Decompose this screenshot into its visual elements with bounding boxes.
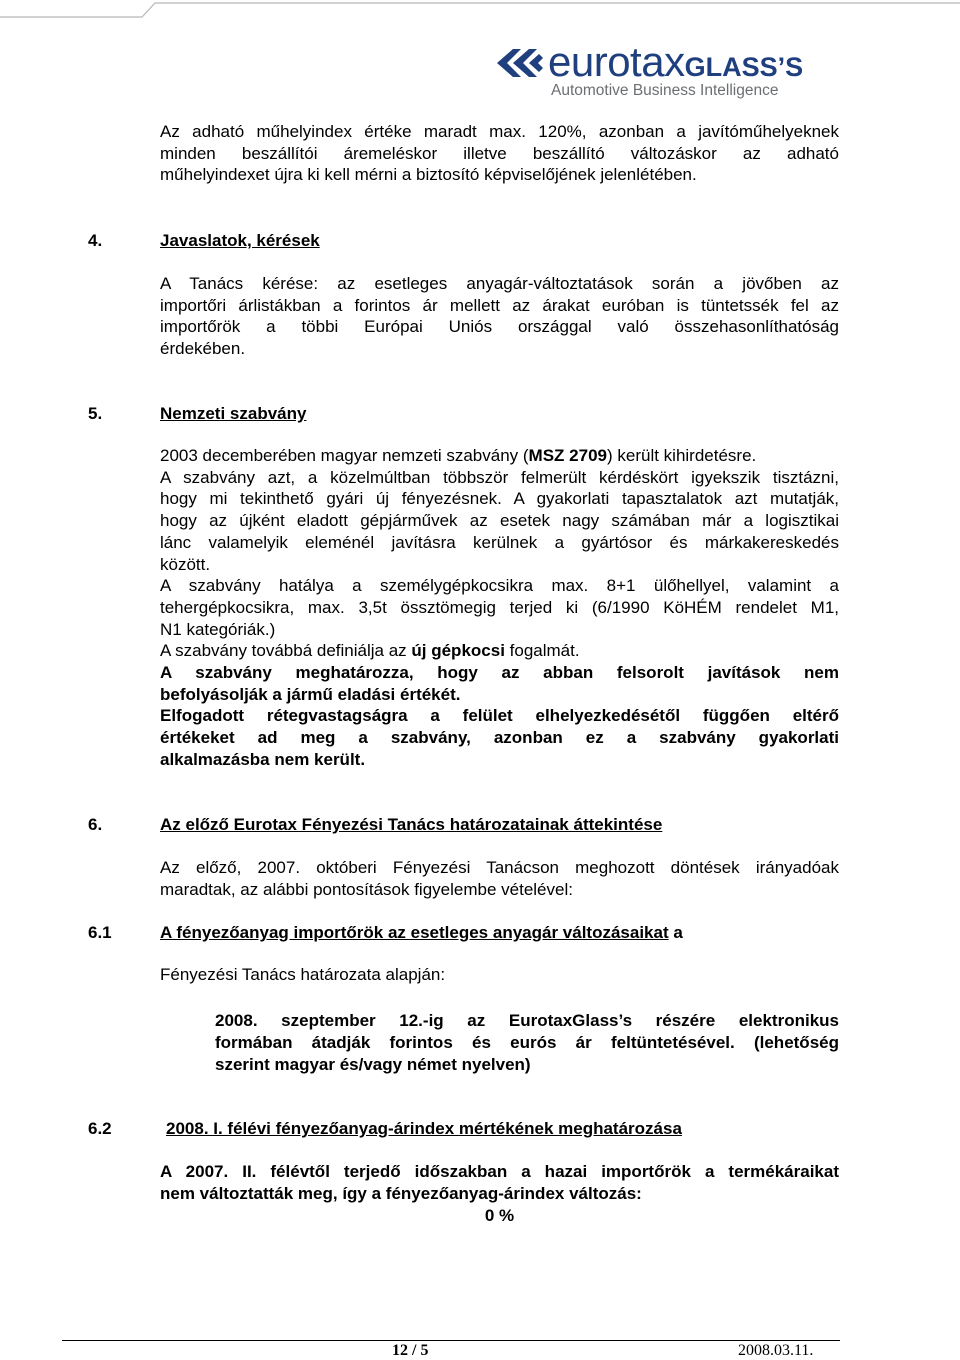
- section-6-2-number: 6.2: [88, 1119, 112, 1138]
- footer-date: 2008.03.11.: [738, 1342, 814, 1359]
- eurotax-glass-logo: [495, 40, 840, 102]
- footer-page-number: 12 / 5: [392, 1342, 429, 1359]
- section-6-number: 6.: [88, 815, 103, 834]
- new-car-term: új gépkocsi: [411, 641, 505, 661]
- section-6-1-number: 6.1: [88, 923, 112, 942]
- s61-bold-line: formában átadják forintos és eurós ár feltüntetésével. (lehetőség: [215, 1033, 839, 1052]
- section-6-paragraph: [160, 857, 839, 900]
- section-4-number: 4.: [88, 231, 103, 250]
- logo-brand-second: GLASS’S: [684, 52, 804, 82]
- s5-line: hogy az újként eladott gépjárművek az esetek nagy számában már a logisztikai: [160, 511, 839, 531]
- section-6-1-line: Fényezési Tanács határozata alapján:: [160, 965, 446, 984]
- logo-tagline: Automotive Business Intelligence: [551, 82, 779, 99]
- intro-paragraph: [160, 121, 839, 186]
- index-change-result: 0 %: [484, 1206, 515, 1225]
- section-4-paragraph: [160, 273, 839, 360]
- s5-line-definition: A szabvány továbbá definiálja az új gépkocsi fogalmát.: [160, 641, 580, 661]
- section-5-number: 5.: [88, 404, 103, 423]
- s4-line: importőrök a többi Európai Uniós országgal való összehasonlíthatóság: [160, 317, 839, 337]
- s5-line: A szabvány azt, a közelmúltban többször felmerült kérdéskört igyekszik tisztázni,: [160, 467, 839, 487]
- logo-brand-main: eurotax: [548, 38, 685, 85]
- s6-line: maradtak, az alábbi pontosítások figyelembe vételével:: [160, 879, 573, 899]
- section-6-title: Az előző Eurotax Fényezési Tanács határozatainak áttekintése: [160, 815, 663, 834]
- standard-code: MSZ 2709: [528, 446, 607, 465]
- chevron-logo-icon: [495, 46, 549, 80]
- s5-line: tehergépkocsikra, max. 3,5t össztömegig terjed ki (6/1990 KöHÉM rendelet M1,: [160, 597, 839, 617]
- s5-bold-line: befolyásolják a jármű eladási értékét.: [160, 684, 461, 704]
- intro-line: Az adható műhelyindex értéke maradt max. 120%, azonban a javítóműhelyeknek: [160, 122, 839, 141]
- s61-bold-line: 2008. szeptember 12.-ig az EurotaxGlass’s részére elektronikus: [215, 1011, 839, 1030]
- section-5-paragraph: [160, 445, 839, 771]
- s5-line: lánc valamelyik eleménél javításra kerülnek a gyártósor és márkakereskedés: [160, 532, 839, 552]
- section-6-1-title-text: A fényezőanyag importőrök az esetleges anyagár változásaikat: [160, 923, 669, 942]
- header-decoration-line: [0, 0, 960, 20]
- section-6-1-title: [160, 922, 683, 943]
- s5-line-standard: 2003 decemberében magyar nemzeti szabvány (MSZ 2709) került kihirdetésre.: [160, 446, 757, 465]
- s62-bold-line: nem változtatták meg, így a fényezőanyag-árindex változás:: [160, 1184, 642, 1203]
- intro-line: műhelyindexet újra ki kell mérni a biztosító képviselőjének jelenlétében.: [160, 165, 697, 185]
- section-6-1-resolution: [215, 1010, 839, 1076]
- s5-bold-line: értékeket ad meg a szabvány, azonban ez a szabvány gyakorlati: [160, 728, 839, 748]
- s4-line: importőri árlistákban a forintos ár mellett az árakat euróban is tüntetssék fel az: [160, 295, 839, 315]
- s5-bold-line: A szabvány meghatározza, hogy az abban felsorolt javítások nem: [160, 663, 839, 683]
- s5-bold-line: alkalmazásba nem került.: [160, 749, 366, 769]
- s5-line: hogy mi tekinthető gyári új fényezésnek. A gyakorlati tapasztalatok azt mutatják,: [160, 489, 839, 509]
- s5-line: A szabvány hatálya a személygépkocsikra max. 8+1 ülőhellyel, valamint a: [160, 576, 839, 596]
- section-6-2-paragraph: [160, 1161, 839, 1205]
- section-6-1-title-tail: a: [668, 923, 683, 942]
- s4-line: A Tanács kérése: az esetleges anyagár-változtatások során a jövőben az: [160, 274, 839, 293]
- s5-line: között.: [160, 554, 211, 574]
- s5-line: N1 kategóriák.): [160, 619, 276, 639]
- s4-line: érdekében.: [160, 339, 246, 359]
- s61-bold-line: szerint magyar és/vagy német nyelven): [215, 1055, 531, 1074]
- section-6-2-title: 2008. I. félévi fényezőanyag-árindex mértékének meghatározása: [166, 1119, 682, 1138]
- footer-rule: [62, 1340, 840, 1341]
- section-4-title: Javaslatok, kérések: [160, 231, 320, 250]
- section-5-title: Nemzeti szabvány: [160, 404, 307, 423]
- s6-line: Az előző, 2007. októberi Fényezési Tanácson meghozott döntések irányadóak: [160, 858, 839, 877]
- s5-bold-line: Elfogadott rétegvastagságra a felület elhelyezkedésétől függően eltérő: [160, 706, 839, 726]
- s62-bold-line: A 2007. II. félévtől terjedő időszakban a hazai importőrök a termékáraikat: [160, 1162, 839, 1181]
- intro-line: minden beszállítói áremeléskor illetve beszállító változáskor az adható: [160, 143, 839, 163]
